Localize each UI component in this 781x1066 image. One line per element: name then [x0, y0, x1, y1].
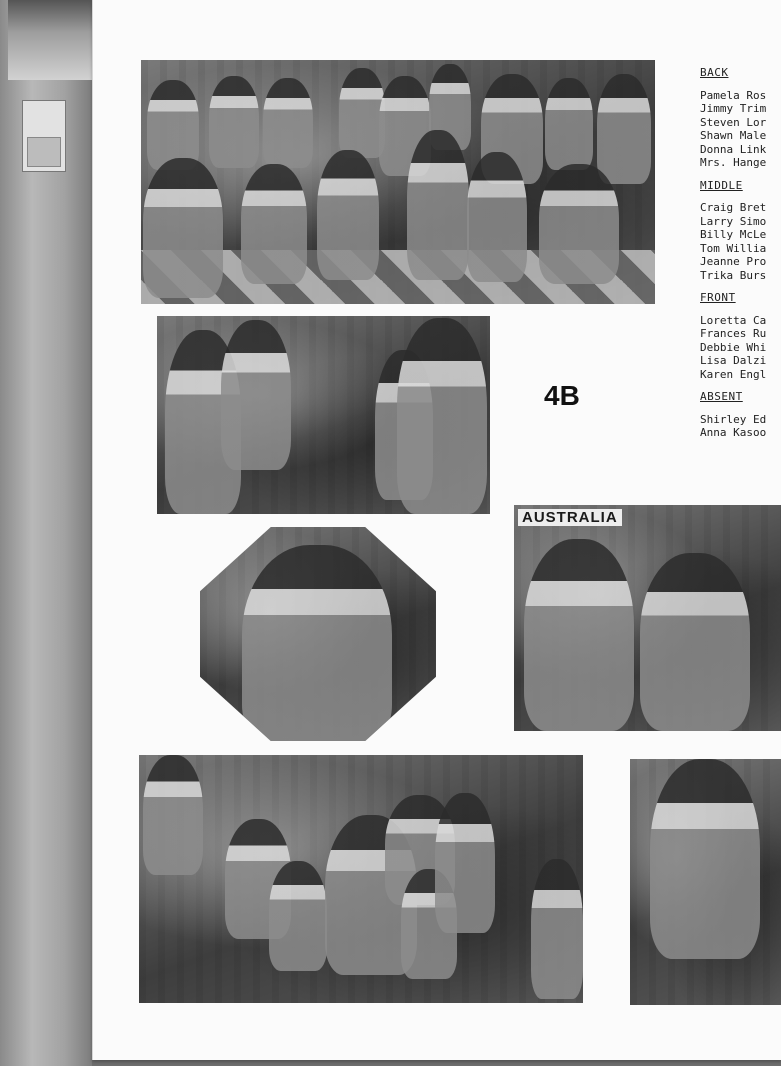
roster-heading: FRONT: [700, 291, 736, 304]
student-name: Frances Ru: [700, 327, 767, 340]
class-label: 4B: [544, 380, 580, 411]
student-name: Billy McLe: [700, 228, 767, 241]
scanner-hinge: [8, 0, 92, 80]
student-name: Trika Burs: [700, 268, 767, 282]
roster-heading: MIDDLE: [700, 178, 743, 192]
classroom-reading-photo: [157, 316, 490, 514]
student-name: Debbie Whi: [700, 340, 767, 354]
student-name: Tom Willia: [700, 241, 767, 255]
student-name: Lisa Dalzi: [700, 354, 767, 367]
class-group-photo: [141, 60, 655, 304]
student-name: Steven Lor: [700, 115, 767, 129]
student-name: Jeanne Pro: [700, 255, 767, 268]
yearbook-page: [92, 0, 781, 1060]
student-name: Karen Engl: [700, 367, 767, 381]
student-name: Loretta Ca: [700, 313, 767, 327]
girl-at-table-photo: [630, 759, 781, 1005]
student-name: Donna Link: [700, 142, 767, 156]
student-name: Larry Simo: [700, 214, 767, 228]
australia-poster-photo: [514, 505, 781, 731]
student-name: Pamela Ros: [700, 88, 767, 102]
roster-section-absent: [700, 390, 781, 440]
student-name: Jimmy Trim: [700, 102, 767, 115]
roster-section-back: [700, 66, 781, 170]
student-name: Mrs. Hange: [700, 156, 767, 169]
roster-section-front: [700, 291, 781, 381]
scanner-mechanism: [22, 100, 66, 172]
student-name: Shawn Male: [700, 129, 767, 142]
poster-text: AUSTRALIA: [518, 509, 622, 526]
student-name: Shirley Ed: [700, 412, 767, 426]
student-name: Craig Bret: [700, 201, 767, 214]
roster-heading: BACK: [700, 66, 729, 79]
student-portrait-photo: [200, 527, 436, 741]
scanner-bed: [0, 0, 92, 1066]
student-name: Anna Kasoo: [700, 426, 767, 439]
roster-section-middle: [700, 179, 781, 283]
teacher-with-students-photo: [139, 755, 583, 1003]
roster-heading: ABSENT: [700, 390, 743, 403]
student-name-roster: [700, 66, 781, 449]
